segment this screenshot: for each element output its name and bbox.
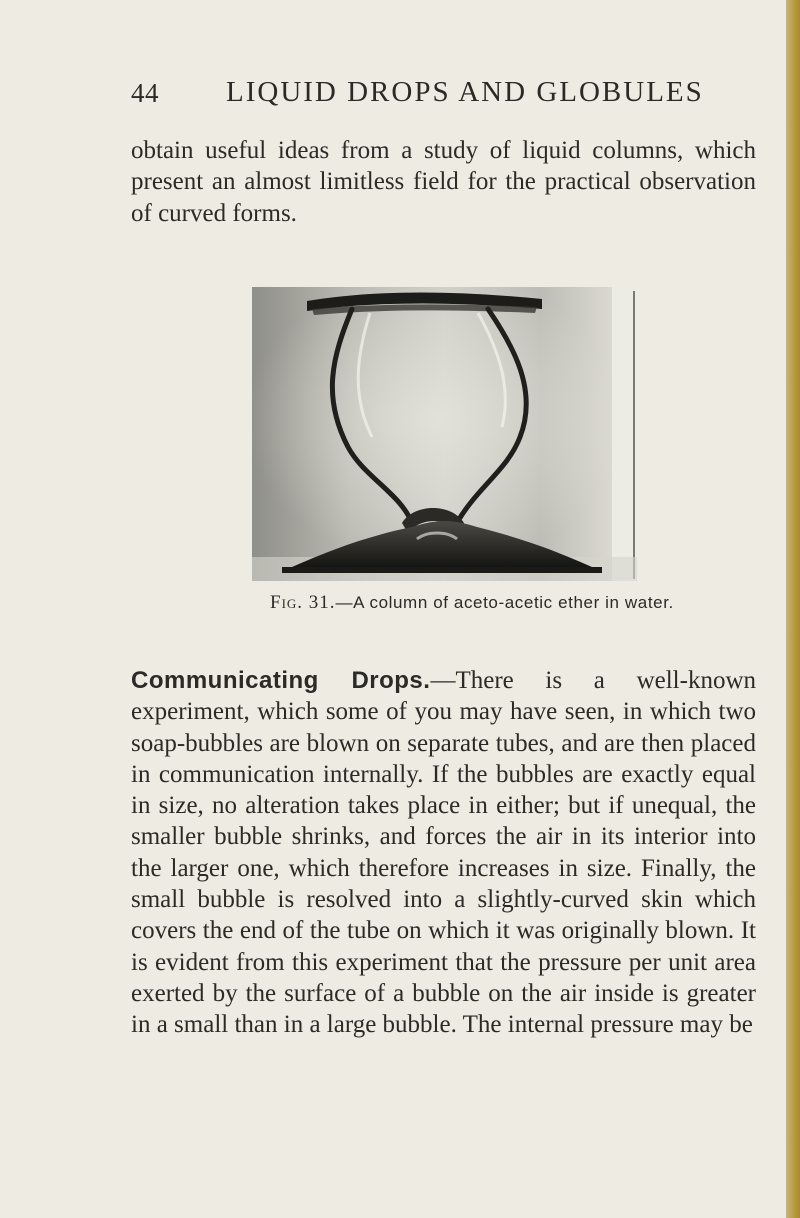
paragraph-liquid-columns xyxy=(131,135,756,229)
paragraph-communicating-drops xyxy=(131,665,756,1041)
page-edge xyxy=(786,0,800,1218)
page-number: 44 xyxy=(131,78,159,108)
figure-caption-label: Fig. 31. xyxy=(270,592,336,613)
figure-caption-text: —A column of aceto-acetic ether in water. xyxy=(335,593,674,612)
paragraph-text: —There is a well-known experiment, which some of you may have seen, in which two soap-bubbles are blown on separate tubes, and are then placed in communication internally. If the bubbles are exactly equal in size, no alteration takes place in either; but if unequal, the smaller bubble shrinks, and forces the air in its interior into the larger one, which therefore increases in size. Finally, the small bubble is resolved into a slightly-curved skin which covers the end of the tube on which it was originally blown. It is evident from this experiment that the pressure per unit area exerted by the surface of a bubble on the air inside is greater in a small than in a large bubble. The internal pressure may be xyxy=(131,667,756,1039)
figure-liquid-column-photo xyxy=(252,287,637,581)
liquid-column-illustration xyxy=(252,287,637,581)
figure-caption xyxy=(270,592,720,614)
section-heading: Communicating Drops. xyxy=(131,667,431,694)
running-head xyxy=(131,76,704,116)
running-title: LIQUID DROPS AND GLOBULES xyxy=(226,76,704,108)
paragraph-text: obtain useful ideas from a study of liquid columns, which present an almost limitless field for the practical observation of curved forms. xyxy=(131,137,756,227)
